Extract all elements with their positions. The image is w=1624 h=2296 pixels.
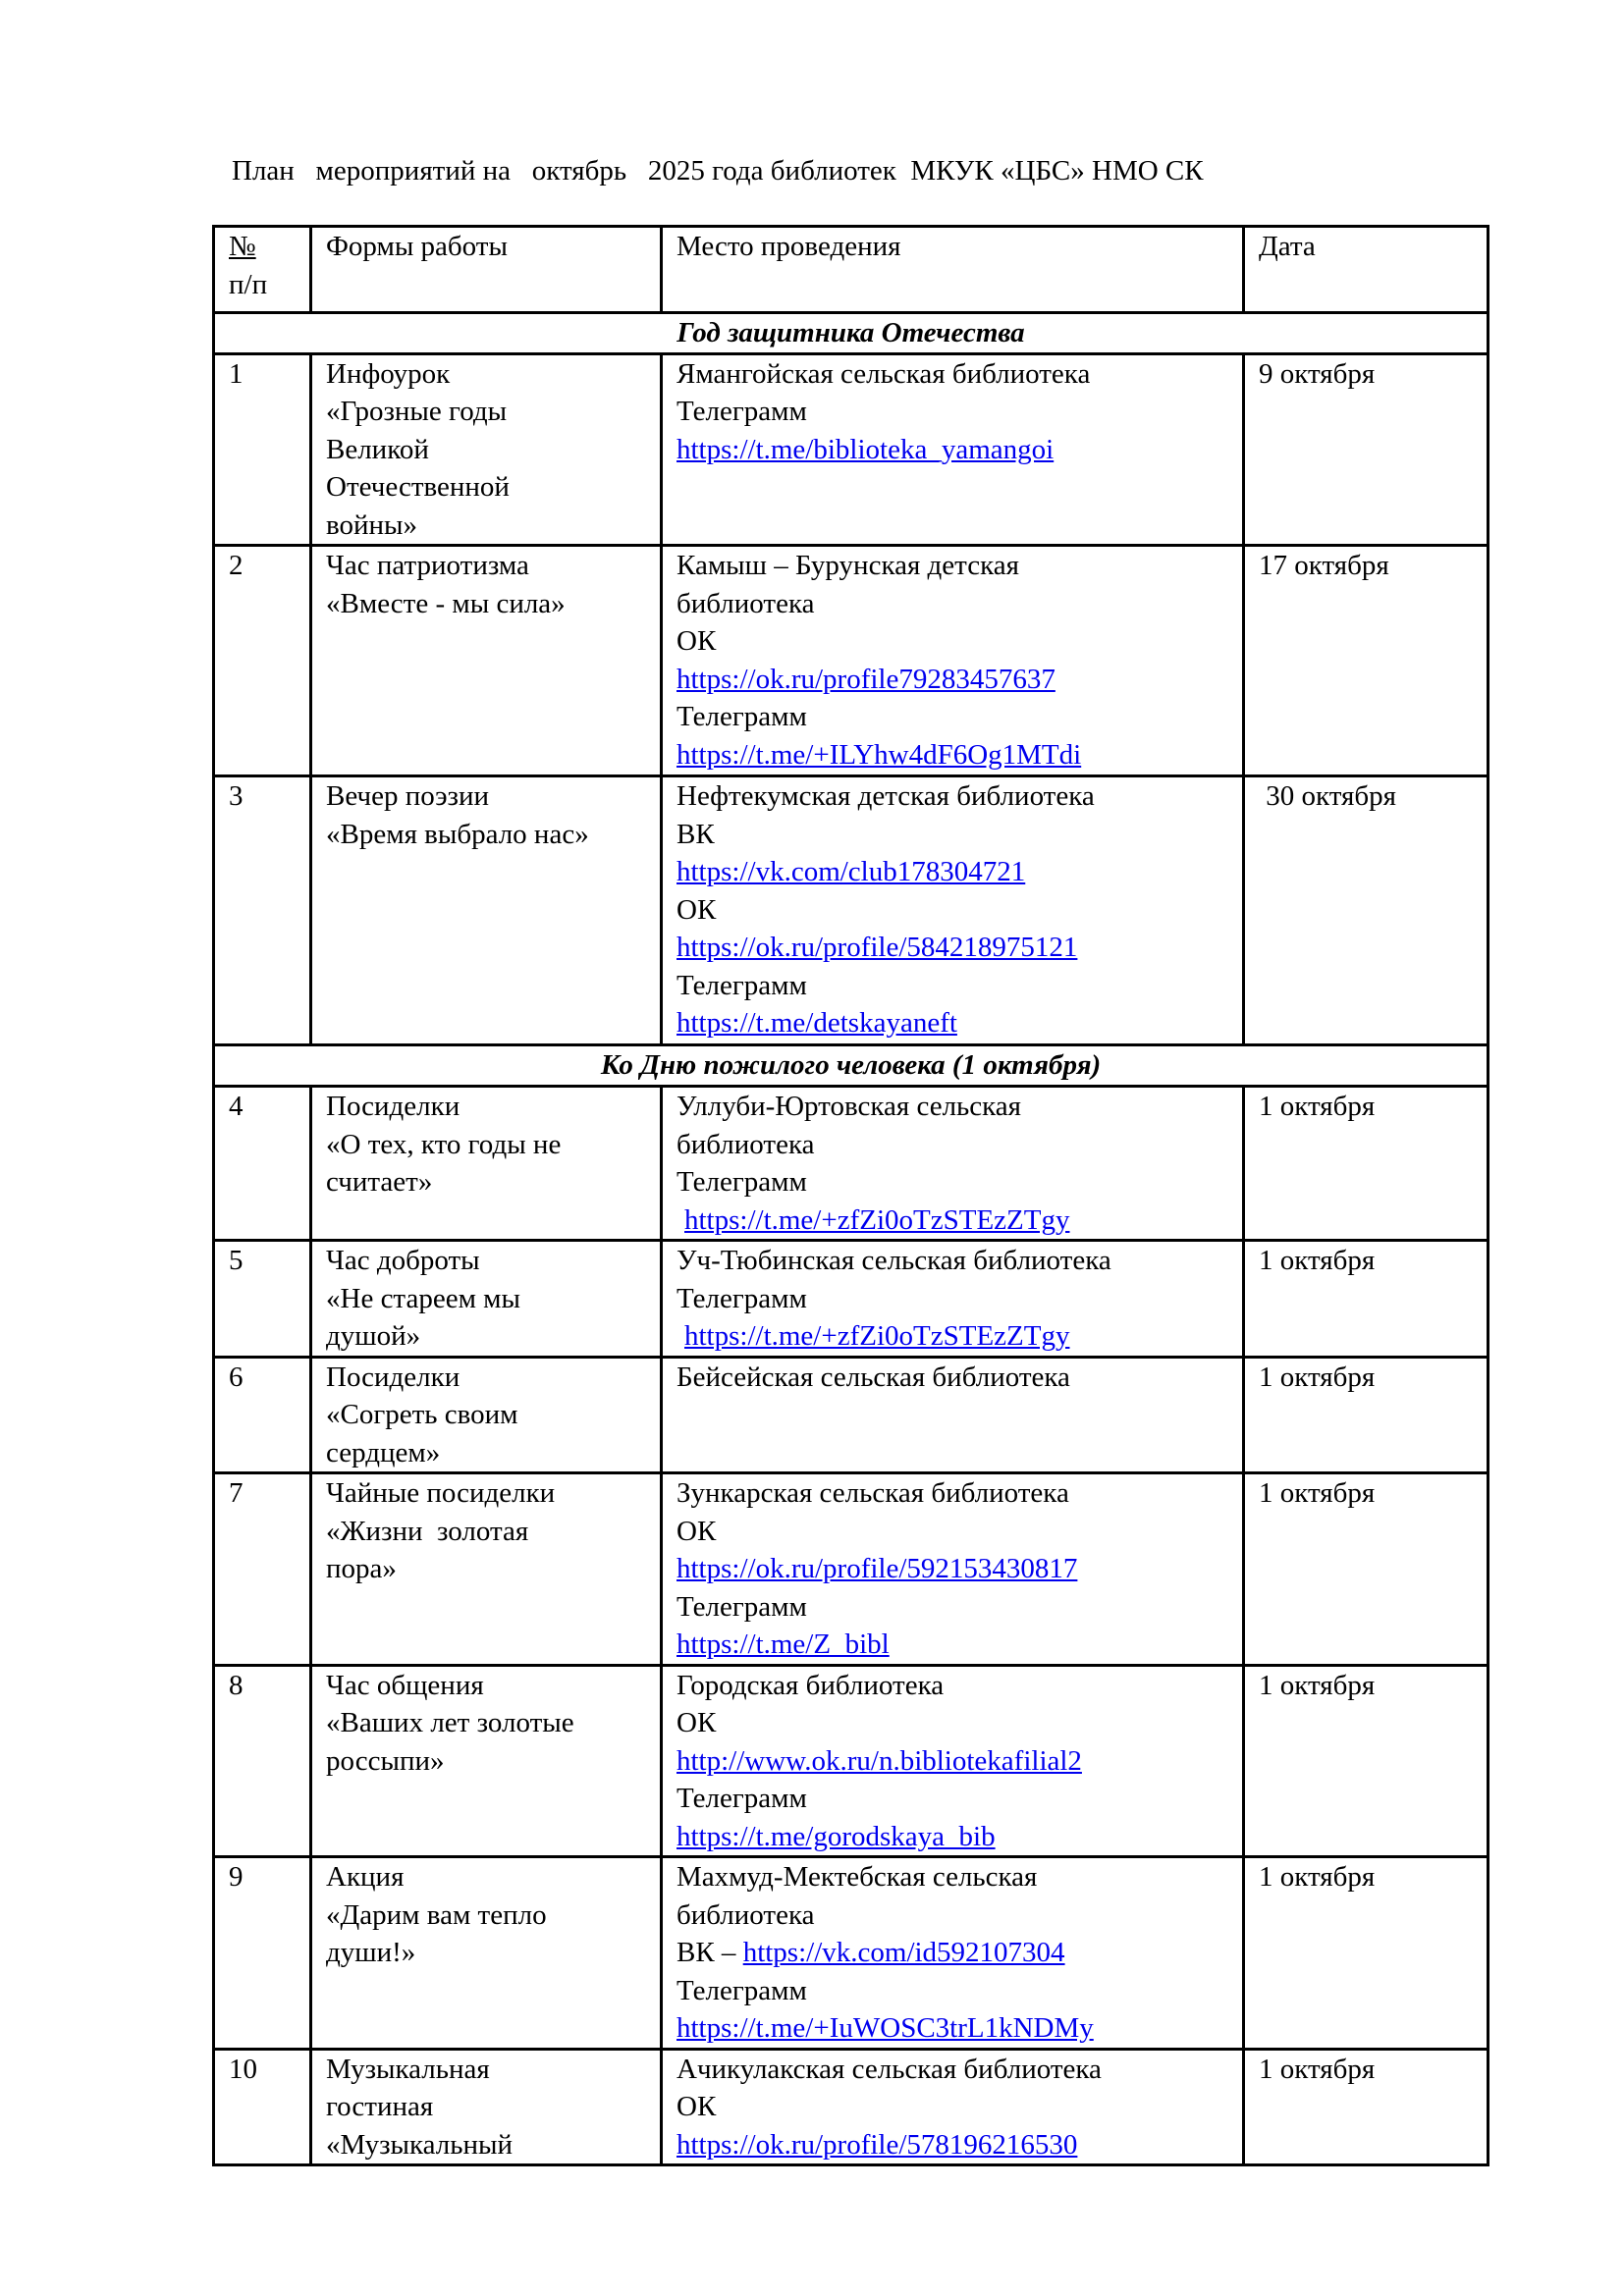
form-line: души!» bbox=[326, 1937, 416, 1968]
row-num: 2 bbox=[214, 546, 311, 776]
row-place bbox=[662, 1087, 1244, 1241]
place-name: Бейсейская сельская библиотека bbox=[677, 1361, 1070, 1393]
table-row bbox=[214, 1241, 1489, 1358]
place-name: Ямангойская сельская библиотека bbox=[677, 357, 1091, 390]
form-line: Вечер поэзии bbox=[326, 780, 490, 812]
form-line: Инфоурок bbox=[326, 357, 451, 390]
place-name: Уллуби-Юртовская сельская bbox=[677, 1091, 1022, 1122]
form-line: «Ваших лет золотые bbox=[326, 1707, 574, 1738]
place-name: библиотека bbox=[677, 587, 815, 619]
row-date: 1 октября bbox=[1244, 1357, 1489, 1473]
section-title: Ко Дню пожилого человека (1 октября) bbox=[214, 1045, 1489, 1087]
platform-label-telegram: Телеграмм bbox=[677, 396, 807, 427]
table-row bbox=[214, 776, 1489, 1045]
table-row bbox=[214, 2049, 1489, 2165]
row-date: 1 октября bbox=[1244, 2049, 1489, 2165]
form-line: Отечественной bbox=[326, 471, 510, 503]
form-line: Музыкальная bbox=[326, 2053, 490, 2085]
header-place: Место проведения bbox=[662, 227, 1244, 313]
form-line: «Жизни золотая bbox=[326, 1515, 529, 1547]
form-line: россыпи» bbox=[326, 1744, 445, 1777]
telegram-link[interactable]: https://t.me/Z_bibl bbox=[677, 1629, 890, 1660]
platform-label-telegram: Телеграмм bbox=[677, 969, 807, 1001]
table-row bbox=[214, 1357, 1489, 1473]
table-row bbox=[214, 1473, 1489, 1666]
row-form bbox=[311, 353, 662, 546]
row-num: 6 bbox=[214, 1357, 311, 1473]
place-name: Камыш – Бурунская детская bbox=[677, 550, 1019, 581]
table-row bbox=[214, 1665, 1489, 1857]
form-line: Посиделки bbox=[326, 1091, 460, 1122]
row-date bbox=[1244, 776, 1489, 1045]
table-header-row bbox=[214, 227, 1489, 313]
vk-link[interactable]: https://vk.com/club178304721 bbox=[677, 856, 1026, 887]
form-line: «Не стареем мы bbox=[326, 1282, 521, 1314]
platform-label-ok: ОК bbox=[677, 2091, 717, 2122]
row-place bbox=[662, 353, 1244, 546]
row-form bbox=[311, 776, 662, 1045]
row-date: 1 октября bbox=[1244, 1241, 1489, 1358]
row-form bbox=[311, 1241, 662, 1358]
row-date: 1 октября bbox=[1244, 1665, 1489, 1857]
row-num: 4 bbox=[214, 1087, 311, 1241]
form-line: пора» bbox=[326, 1553, 397, 1584]
row-form bbox=[311, 1357, 662, 1473]
row-place bbox=[662, 776, 1244, 1045]
platform-label-telegram: Телеграмм bbox=[677, 1590, 807, 1623]
form-line: Час патриотизма bbox=[326, 550, 529, 581]
form-line: Великой bbox=[326, 433, 429, 465]
platform-label-telegram: Телеграмм bbox=[677, 1282, 807, 1314]
row-place bbox=[662, 1665, 1244, 1857]
header-num bbox=[214, 227, 311, 313]
header-form: Формы работы bbox=[311, 227, 662, 313]
form-line: Посиделки bbox=[326, 1361, 460, 1393]
form-line: «Вместе - мы сила» bbox=[326, 587, 566, 619]
row-date: 9 октября bbox=[1244, 353, 1489, 546]
place-name: Зункарская сельская библиотека bbox=[677, 1477, 1069, 1509]
form-line: считает» bbox=[326, 1166, 433, 1198]
row-date: 17 октября bbox=[1244, 546, 1489, 776]
table-row bbox=[214, 353, 1489, 546]
row-form bbox=[311, 1857, 662, 2050]
row-num: 8 bbox=[214, 1665, 311, 1857]
ok-link[interactable]: https://ok.ru/profile/584218975121 bbox=[677, 932, 1078, 963]
telegram-link[interactable]: https://t.me/gorodskaya_bib bbox=[677, 1820, 996, 1852]
row-date: 1 октября bbox=[1244, 1857, 1489, 2050]
row-num: 1 bbox=[214, 353, 311, 546]
vk-link[interactable]: https://vk.com/id592107304 bbox=[742, 1937, 1065, 1968]
form-line: сердцем» bbox=[326, 1436, 441, 1468]
form-line: «О тех, кто годы не bbox=[326, 1128, 562, 1160]
platform-label-telegram: Телеграмм bbox=[677, 1783, 807, 1814]
place-name: Ачикулакская сельская библиотека bbox=[677, 2053, 1102, 2085]
row-place bbox=[662, 1857, 1244, 2050]
events-table bbox=[212, 225, 1489, 2166]
row-place bbox=[662, 546, 1244, 776]
form-line: «Музыкальный bbox=[326, 2128, 514, 2161]
ok-link[interactable]: https://ok.ru/profile79283457637 bbox=[677, 663, 1056, 695]
section-row bbox=[214, 1045, 1489, 1087]
row-place bbox=[662, 1357, 1244, 1473]
row-num: 3 bbox=[214, 776, 311, 1045]
row-place bbox=[662, 1473, 1244, 1666]
row-num: 7 bbox=[214, 1473, 311, 1666]
form-line: душой» bbox=[326, 1320, 421, 1352]
place-name: библиотека bbox=[677, 1898, 815, 1931]
row-date: 1 октября bbox=[1244, 1473, 1489, 1666]
platform-label-telegram: Телеграмм bbox=[677, 701, 807, 732]
form-line: гостиная bbox=[326, 2091, 434, 2122]
platform-label-ok: ОК bbox=[677, 1515, 717, 1547]
row-form bbox=[311, 1665, 662, 1857]
form-line: «Грозные годы bbox=[326, 396, 508, 427]
ok-link[interactable]: https://ok.ru/profile/578196216530 bbox=[677, 2128, 1078, 2161]
row-num: 5 bbox=[214, 1241, 311, 1358]
form-line: «Время выбрало нас» bbox=[326, 818, 589, 850]
platform-label-ok: ОК bbox=[677, 1707, 717, 1738]
platform-label-ok: ОК bbox=[677, 625, 717, 657]
place-name: Городская библиотека bbox=[677, 1669, 945, 1701]
row-place bbox=[662, 2049, 1244, 2165]
table-row bbox=[214, 1857, 1489, 2050]
place-name: Махмуд-Мектебская сельская bbox=[677, 1861, 1038, 1893]
place-name: Нефтекумская детская библиотека bbox=[677, 780, 1095, 812]
table-row bbox=[214, 1087, 1489, 1241]
telegram-link[interactable]: https://t.me/+ILYhw4dF6Og1MTdi bbox=[677, 738, 1082, 771]
row-num: 9 bbox=[214, 1857, 311, 2050]
telegram-link[interactable]: https://t.me/+zfZi0oTzSTEzZTgy bbox=[684, 1203, 1070, 1236]
row-form bbox=[311, 546, 662, 776]
form-line: Чайные посиделки bbox=[326, 1477, 556, 1509]
row-form bbox=[311, 1087, 662, 1241]
row-form bbox=[311, 2049, 662, 2165]
row-date-text: 30 октября bbox=[1259, 780, 1396, 812]
form-line: Час доброты bbox=[326, 1245, 480, 1276]
telegram-link[interactable]: https://t.me/+IuWOSC3trL1kNDMy bbox=[677, 2012, 1094, 2044]
section-row bbox=[214, 313, 1489, 354]
row-form bbox=[311, 1473, 662, 1666]
telegram-link[interactable]: https://t.me/+zfZi0oTzSTEzZTgy bbox=[684, 1320, 1070, 1352]
document-title: План мероприятий на октябрь 2025 года библиотек МКУК «ЦБС» НМО СК bbox=[232, 155, 1204, 187]
section-title: Год защитника Отечества bbox=[214, 313, 1489, 354]
place-name: библиотека bbox=[677, 1128, 815, 1160]
platform-label-telegram: Телеграмм bbox=[677, 1166, 807, 1198]
row-place bbox=[662, 1241, 1244, 1358]
form-line: Час общения bbox=[326, 1669, 484, 1701]
table-row bbox=[214, 546, 1489, 776]
header-num-line1: № bbox=[229, 231, 256, 262]
form-line: Акция bbox=[326, 1861, 405, 1893]
telegram-link[interactable]: https://t.me/detskayaneft bbox=[677, 1007, 957, 1039]
place-name: Уч-Тюбинская сельская библиотека bbox=[677, 1245, 1111, 1276]
header-num-line2: п/п bbox=[229, 268, 268, 300]
platform-label-vk: ВК bbox=[677, 818, 715, 850]
row-num: 10 bbox=[214, 2049, 311, 2165]
form-line: «Согреть своим bbox=[326, 1399, 518, 1430]
form-line: «Дарим вам тепло bbox=[326, 1898, 547, 1931]
telegram-link[interactable]: https://t.me/biblioteka_yamangoi bbox=[677, 433, 1055, 465]
platform-label-ok: ОК bbox=[677, 893, 717, 926]
form-line: войны» bbox=[326, 508, 418, 541]
ok-link[interactable]: https://ok.ru/profile/592153430817 bbox=[677, 1553, 1078, 1584]
header-date: Дата bbox=[1244, 227, 1489, 313]
platform-label-telegram: Телеграмм bbox=[677, 1974, 807, 2006]
ok-link[interactable]: http://www.ok.ru/n.bibliotekafilial2 bbox=[677, 1744, 1082, 1777]
row-date: 1 октября bbox=[1244, 1087, 1489, 1241]
platform-label-vk: ВК – bbox=[677, 1937, 743, 1968]
